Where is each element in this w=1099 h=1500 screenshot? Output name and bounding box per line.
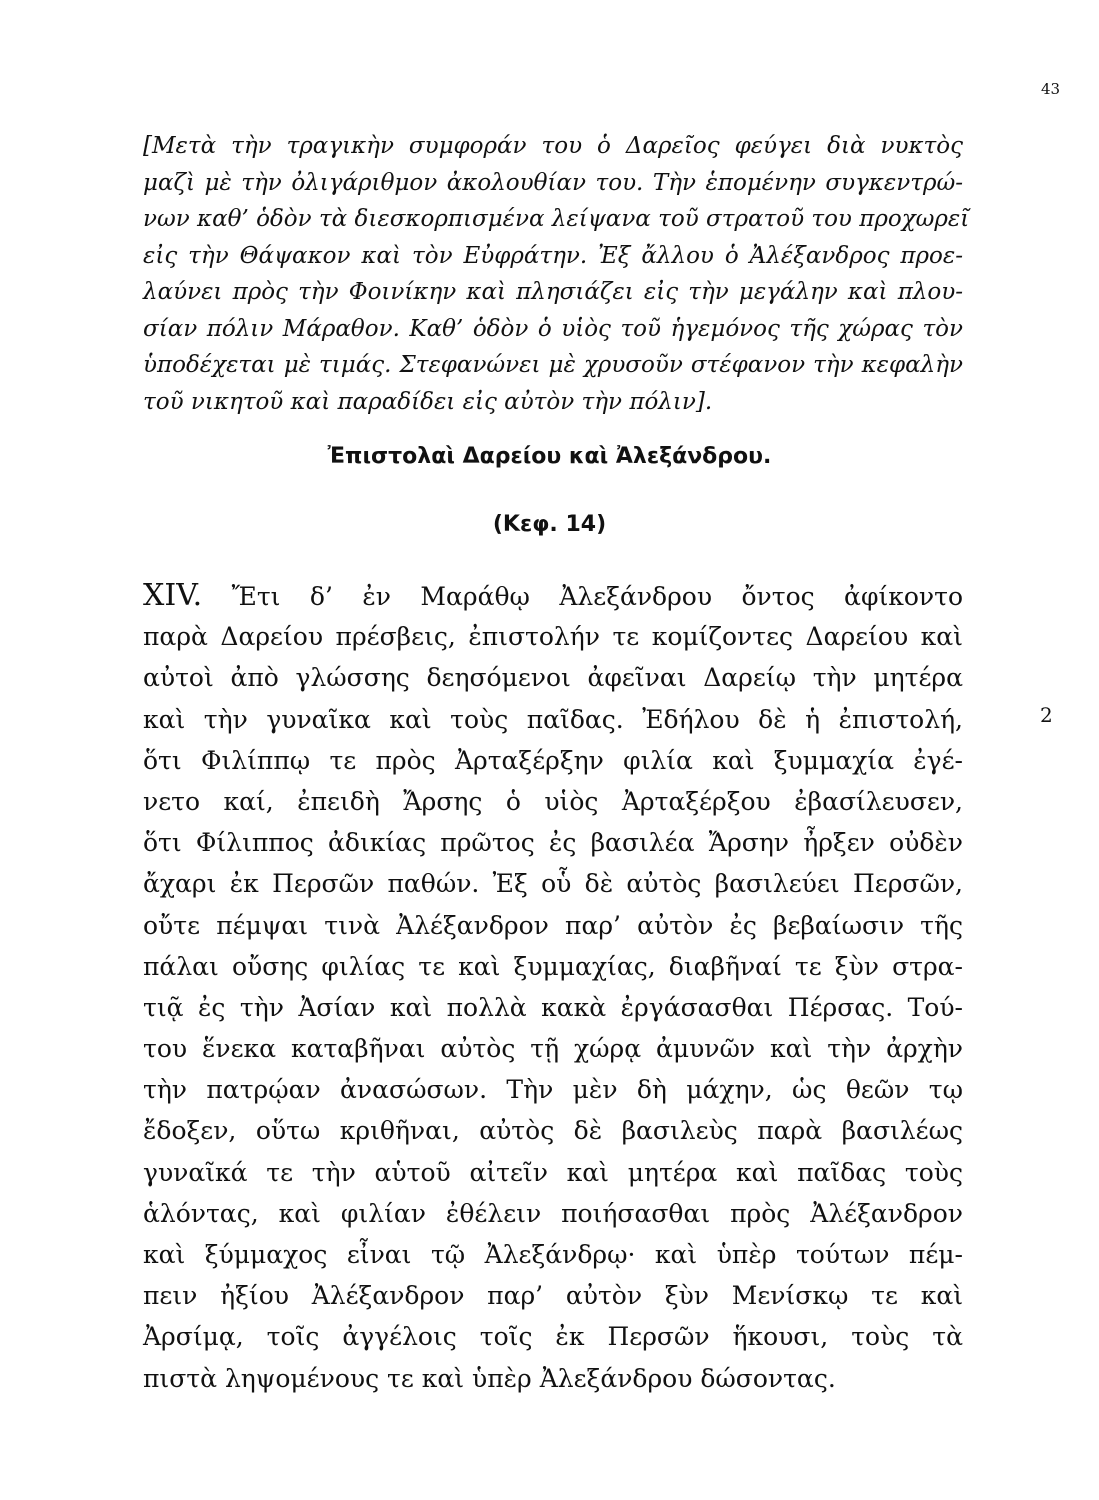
body-line-first bbox=[143, 575, 963, 616]
chapter-reference: (Κεφ. 14) bbox=[492, 512, 607, 537]
first-line-text: Ἔτι δ’ ἐν Μαράθῳ Ἀλεξάνδρου ὄντος ἀφίκοντο bbox=[231, 582, 964, 611]
chapter-numeral: XIV. bbox=[143, 578, 203, 613]
body-line: ὅτι Φίλιππος ἀδικίας πρῶτος ἐς βασιλέα Ἄρσην ἦρξεν οὐδὲν bbox=[143, 828, 963, 858]
body-line: τιᾷ ἐς τὴν Ἀσίαν καὶ πολλὰ κακὰ ἐργάσασθαι Πέρσας. Τού- bbox=[143, 992, 963, 1022]
body-line: ἔδοξεν, οὕτω κριθῆναι, αὐτὸς δὲ βασιλεὺς παρὰ βασιλέως bbox=[143, 1116, 963, 1146]
body-line: του ἕνεκα καταβῆναι αὐτὸς τῇ χώρᾳ ἀμυνῶν καὶ τὴν ἀρχὴν bbox=[143, 1034, 963, 1064]
body-line: τὴν πατρῴαν ἀνασώσων. Τὴν μὲν δὴ μάχην, ὡς θεῶν τῳ bbox=[143, 1075, 963, 1105]
summary-line: εἰς τὴν Θάψακον καὶ τὸν Εὐφράτην. Ἐξ ἄλλου ὁ Ἀλέξανδρος προε- bbox=[143, 242, 963, 269]
margin-section-number: 2 bbox=[1040, 703, 1053, 727]
body-line: πάλαι οὔσης φιλίας τε καὶ ξυμμαχίας, διαβῆναί τε ξὺν στρα- bbox=[143, 951, 963, 981]
body-line: πειν ἠξίου Ἀλέξανδρον παρ’ αὐτὸν ξὺν Μενίσκῳ τε καὶ bbox=[143, 1281, 963, 1311]
body-line: καὶ τὴν γυναῖκα καὶ τοὺς παῖδας. Ἐδήλου δὲ ἡ ἐπιστολή, bbox=[143, 704, 963, 734]
summary-line: μαζὶ μὲ τὴν ὀλιγάριθμον ἀκολουθίαν του. Τὴν ἑπομένην συγκεντρώ- bbox=[143, 169, 963, 196]
body-line: ἄχαρι ἐκ Περσῶν παθών. Ἐξ οὗ δὲ αὐτὸς βασιλεύει Περσῶν, bbox=[143, 869, 963, 899]
summary-paragraph bbox=[143, 128, 970, 420]
summary-line: σίαν πόλιν Μάραθον. Καθ’ ὁδὸν ὁ υἱὸς τοῦ ἡγεμόνος τῆς χώρας τὸν bbox=[143, 315, 963, 342]
body-line: νετο καί, ἐπειδὴ Ἄρσης ὁ υἱὸς Ἀρταξέρξου ἐβασίλευσεν, bbox=[143, 786, 963, 816]
summary-line: τοῦ νικητοῦ καὶ παραδίδει εἰς αὐτὸν τὴν πόλιν]. bbox=[143, 388, 713, 415]
body-line: παρὰ Δαρείου πρέσβεις, ἐπιστολήν τε κομίζοντες Δαρείου καὶ bbox=[143, 622, 963, 652]
section-heading: Ἐπιστολαὶ Δαρείου καὶ Ἀλεξάνδρου. bbox=[327, 444, 772, 469]
summary-line: ὑποδέχεται μὲ τιμάς. Στεφανώνει μὲ χρυσοῦν στέφανον τὴν κεφαλὴν bbox=[143, 352, 963, 378]
body-line: αὐτοὶ ἀπὸ γλώσσης δεησόμενοι ἀφεῖναι Δαρείῳ τὴν μητέρα bbox=[143, 663, 963, 693]
body-line: πιστὰ ληψομένους τε καὶ ὑπὲρ Ἀλεξάνδρου δώσοντας. bbox=[143, 1363, 836, 1393]
body-line: ὅτι Φιλίππῳ τε πρὸς Ἀρταξέρξην φιλία καὶ ξυμμαχία ἐγέ- bbox=[143, 745, 963, 775]
body-line: οὔτε πέμψαι τινὰ Ἀλέξανδρον παρ’ αὐτὸν ἐς βεβαίωσιν τῆς bbox=[143, 910, 963, 940]
summary-line: λαύνει πρὸς τὴν Φοινίκην καὶ πλησιάζει εἰς τὴν μεγάλην καὶ πλου- bbox=[143, 279, 963, 305]
body-line: Ἀρσίμᾳ, τοῖς ἀγγέλοις τοῖς ἐκ Περσῶν ἥκουσι, τοὺς τὰ bbox=[143, 1322, 963, 1352]
body-line: γυναῖκά τε τὴν αὑτοῦ αἰτεῖν καὶ μητέρα καὶ παῖδας τοὺς bbox=[143, 1157, 963, 1187]
main-text bbox=[143, 575, 963, 1399]
summary-line: νων καθ’ ὁδὸν τὰ διεσκορπισμένα λείψανα τοῦ στρατοῦ του προχωρεῖ bbox=[143, 206, 970, 232]
page-number: 43 bbox=[1041, 80, 1061, 98]
body-line: ἁλόντας, καὶ φιλίαν ἐθέλειν ποιήσασθαι πρὸς Ἀλέξανδρον bbox=[143, 1198, 963, 1228]
body-line: καὶ ξύμμαχος εἶναι τῷ Ἀλεξάνδρῳ· καὶ ὑπὲρ τούτων πέμ- bbox=[143, 1240, 963, 1269]
summary-line: [Μετὰ τὴν τραγικὴν συμφοράν του ὁ Δαρεῖος φεύγει διὰ νυκτὸς bbox=[143, 133, 963, 159]
